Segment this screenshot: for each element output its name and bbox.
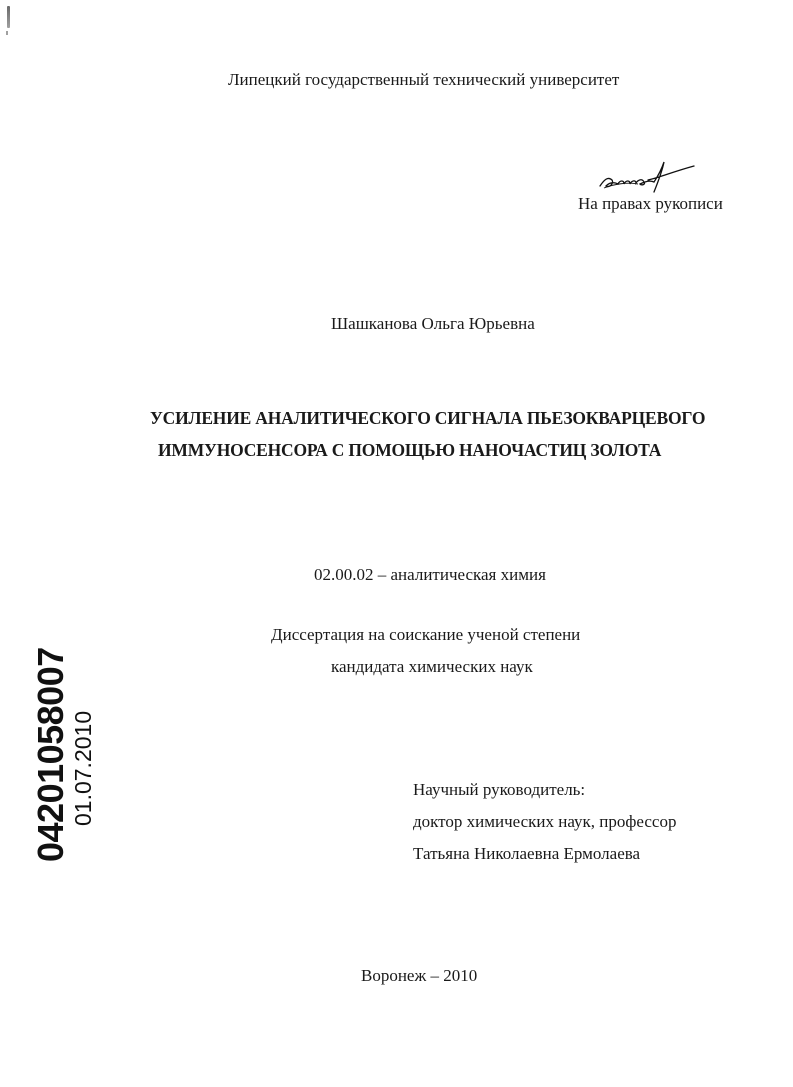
city-year: Воронеж – 2010 [361,966,478,985]
specialty-code: 02.00.02 – аналитическая химия [314,565,546,584]
supervisor-name: Татьяна Николаевна Ермолаева [413,844,641,863]
degree-line-2: кандидата химических наук [331,657,533,676]
scan-artifact [6,31,8,35]
supervisor-degree: доктор химических наук, профессор [413,812,677,831]
dissertation-title-line-1: УСИЛЕНИЕ АНАЛИТИЧЕСКОГО СИГНАЛА ПЬЕЗОКВАРЦЕВОГО [150,408,706,428]
library-stamp-date: 01.07.2010 [70,710,96,826]
scan-artifact [7,6,10,28]
dissertation-title-line-2: ИММУНОСЕНСОРА С ПОМОЩЬЮ НАНОЧАСТИЦ ЗОЛОТА [158,440,662,460]
library-stamp-number: 04201058007 [30,647,71,862]
supervisor-label: Научный руководитель: [413,780,586,799]
author-name: Шашканова Ольга Юрьевна [331,314,535,333]
university-name: Липецкий государственный технический университет [228,70,620,89]
degree-line-1: Диссертация на соискание ученой степени [271,625,581,644]
manuscript-rights-note: На правах рукописи [578,194,723,213]
signature-icon [598,158,698,194]
